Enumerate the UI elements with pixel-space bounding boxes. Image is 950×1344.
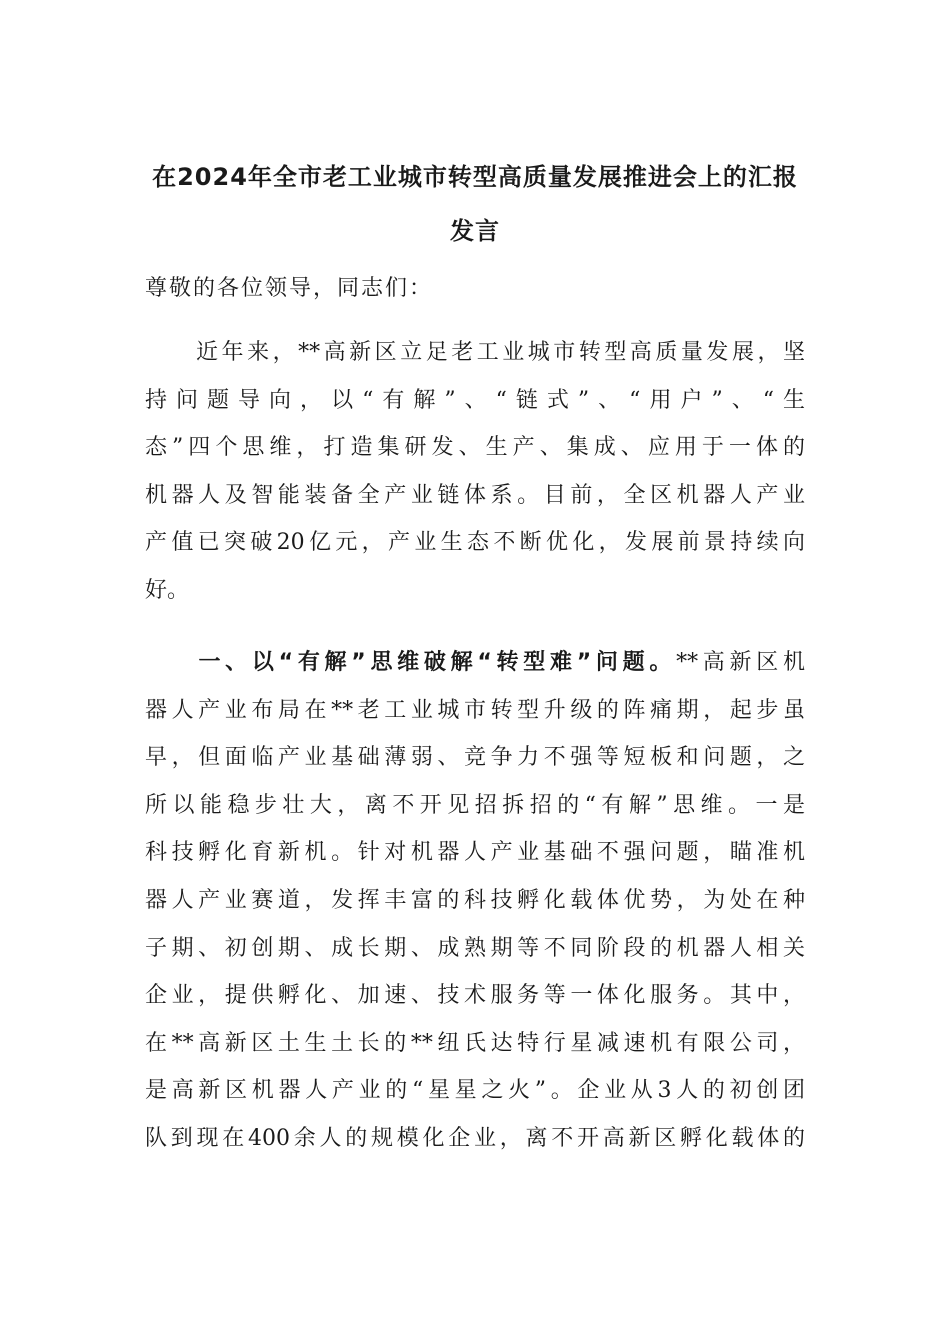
paragraph-line: 在**高新区土生土长的**纽氏达特行星减速机有限公司， [145, 1030, 805, 1056]
paragraph-line: 队到现在400余人的规模化企业，离不开高新区孵化载体的 [145, 1125, 805, 1151]
paragraph-line [145, 639, 805, 687]
paragraph-line: 子期、初创期、成长期、成熟期等不同阶段的机器人相关 [145, 935, 805, 961]
paragraph-line: 科技孵化育新机。针对机器人产业基础不强问题，瞄准机 [145, 840, 805, 866]
paragraph-section-one [145, 639, 805, 1163]
paragraph-line: 器人产业赛道，发挥丰富的科技孵化载体优势，为处在种 [145, 887, 805, 913]
paragraph-line: 早，但面临产业基础薄弱、竞争力不强等短板和问题，之 [145, 745, 805, 771]
paragraph-line: 近年来，**高新区立足老工业城市转型高质量发展，坚 [145, 340, 805, 365]
document-title-line-2: 发言 [450, 217, 500, 245]
paragraph-line: 器人产业布局在**老工业城市转型升级的阵痛期，起步虽 [145, 697, 805, 723]
paragraph-line: 好。 [145, 577, 190, 603]
paragraph-line: 态”四个思维，打造集研发、生产、集成、应用于一体的 [145, 435, 805, 461]
paragraph-intro [145, 329, 805, 615]
section-heading: 一、以“有解”思维破解“转型难”问题。 [145, 650, 677, 675]
paragraph-line: 机器人及智能装备全产业链体系。目前，全区机器人产业 [145, 482, 805, 508]
paragraph-text: **高新区机 [676, 650, 805, 675]
paragraph-line: 所以能稳步壮大，离不开见招拆招的“有解”思维。一是 [145, 792, 805, 818]
document-title-line-1: 在2024年全市老工业城市转型高质量发展推进会上的汇报 [152, 163, 798, 191]
salutation: 尊敬的各位领导，同志们： [145, 276, 434, 301]
paragraph-line: 持问题导向，以“有解”、“链式”、“用户”、“生 [145, 387, 805, 413]
paragraph-line: 产值已突破20亿元，产业生态不断优化，发展前景持续向 [145, 530, 805, 556]
paragraph-line: 是高新区机器人产业的“星星之火”。企业从3人的初创团 [145, 1078, 805, 1104]
paragraph-line: 企业，提供孵化、加速、技术服务等一体化服务。其中， [145, 983, 805, 1009]
